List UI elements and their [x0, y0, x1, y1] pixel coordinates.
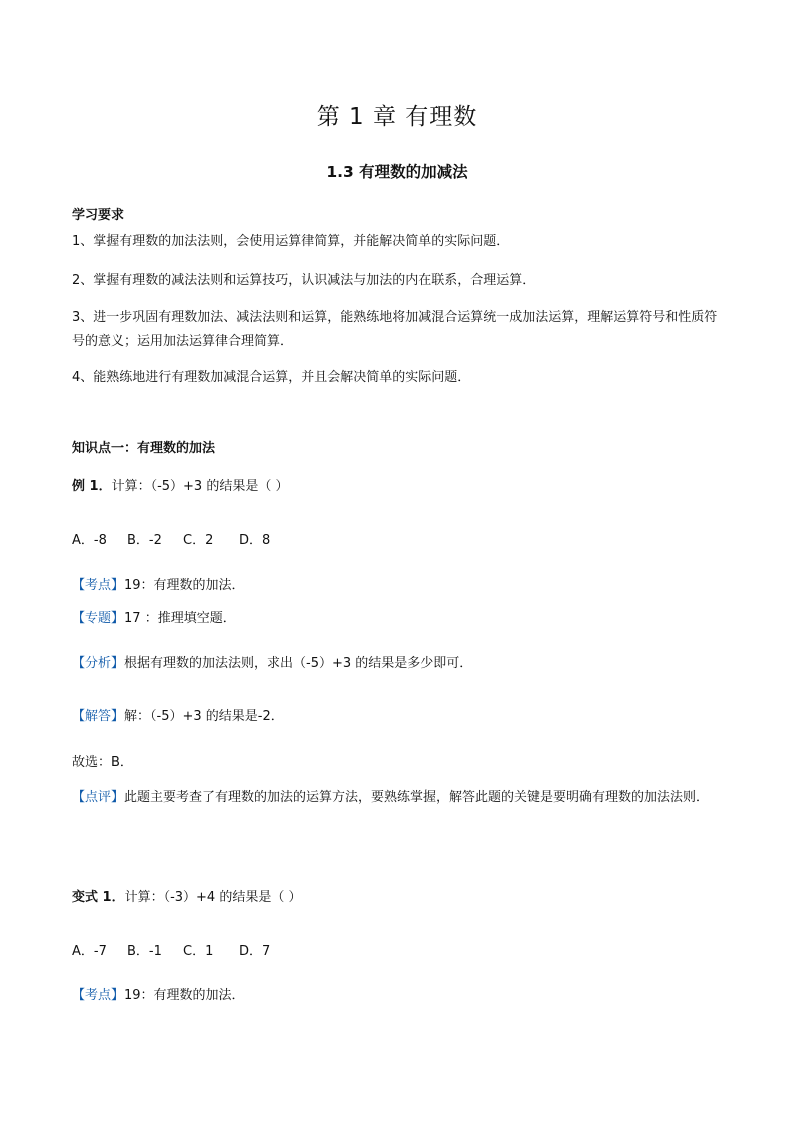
- variant-option-c: C．1: [183, 944, 214, 959]
- example-jieda: [72, 707, 284, 727]
- example-kaodian: [72, 576, 245, 596]
- example-dianping: [72, 786, 730, 810]
- zhuanti-text: 17 ：推理填空题．: [124, 611, 236, 626]
- example-options: [72, 531, 270, 551]
- kaodian-tag: 【考点】: [72, 578, 125, 593]
- variant-label: 变式 1．: [72, 890, 125, 905]
- example-question: [72, 477, 288, 497]
- requirement-item-3: 3、进一步巩固有理数加法、减法法则和运算，能熟练地将加减混合运算统一成加法运算，理解运算符号和性质符号的意义；运用加法运算律合理简算．: [72, 310, 718, 349]
- variant-options: [72, 942, 270, 962]
- variant-option-a: A．-7: [72, 944, 107, 959]
- requirement-item-2: 2、掌握有理数的减法法则和运算技巧，认识减法与加法的内在联系，合理运算．: [72, 273, 536, 288]
- fenxi-text: 根据有理数的加法法则，求出（-5）+3 的结果是多少即可．: [124, 656, 473, 671]
- variant-option-d: D．7: [239, 944, 271, 959]
- dianping-tag: 【点评】: [72, 790, 125, 805]
- example-label: 例 1．: [72, 479, 112, 494]
- example-option-d: D．8: [239, 533, 271, 548]
- example-question-text: 计算：（-5）+3 的结果是（ ）: [111, 479, 289, 494]
- example-option-a: A．-8: [72, 533, 107, 548]
- kaodian-text: 19：有理数的加法．: [124, 578, 245, 593]
- example-option-b: B．-2: [127, 533, 162, 548]
- variant-question-text: 计算：（-3）+4 的结果是（ ）: [124, 890, 302, 905]
- variant-kaodian-text: 19：有理数的加法．: [124, 988, 245, 1003]
- requirement-item-1: 1、掌握有理数的加法法则，会使用运算律简算，并能解决简单的实际问题．: [72, 234, 510, 249]
- example-choice: 故选：B．: [72, 755, 133, 770]
- fenxi-tag: 【分析】: [72, 656, 125, 671]
- variant-kaodian: [72, 986, 245, 1006]
- section-title: 1.3 有理数的加减法: [326, 163, 468, 181]
- zhuanti-tag: 【专题】: [72, 611, 125, 626]
- variant-kaodian-tag: 【考点】: [72, 988, 125, 1003]
- example-fenxi: [72, 654, 472, 674]
- knowledge-point-heading: 知识点一：有理数的加法: [72, 441, 216, 456]
- jieda-text: 解：（-5）+3 的结果是-2．: [124, 709, 284, 724]
- example-zhuanti: [72, 609, 236, 629]
- dianping-text: 此题主要考查了有理数的加法的运算方法，要熟练掌握，解答此题的关键是要明确有理数的加法法则．: [124, 790, 710, 805]
- variant-option-b: B．-1: [127, 944, 162, 959]
- requirements-heading: 学习要求: [72, 208, 125, 223]
- variant-question: [72, 888, 301, 908]
- requirement-item-4: 4、能熟练地进行有理数加减混合运算，并且会解决简单的实际问题．: [72, 370, 471, 385]
- jieda-tag: 【解答】: [72, 709, 125, 724]
- example-option-c: C．2: [183, 533, 214, 548]
- chapter-title: 第 1 章 有理数: [316, 104, 478, 130]
